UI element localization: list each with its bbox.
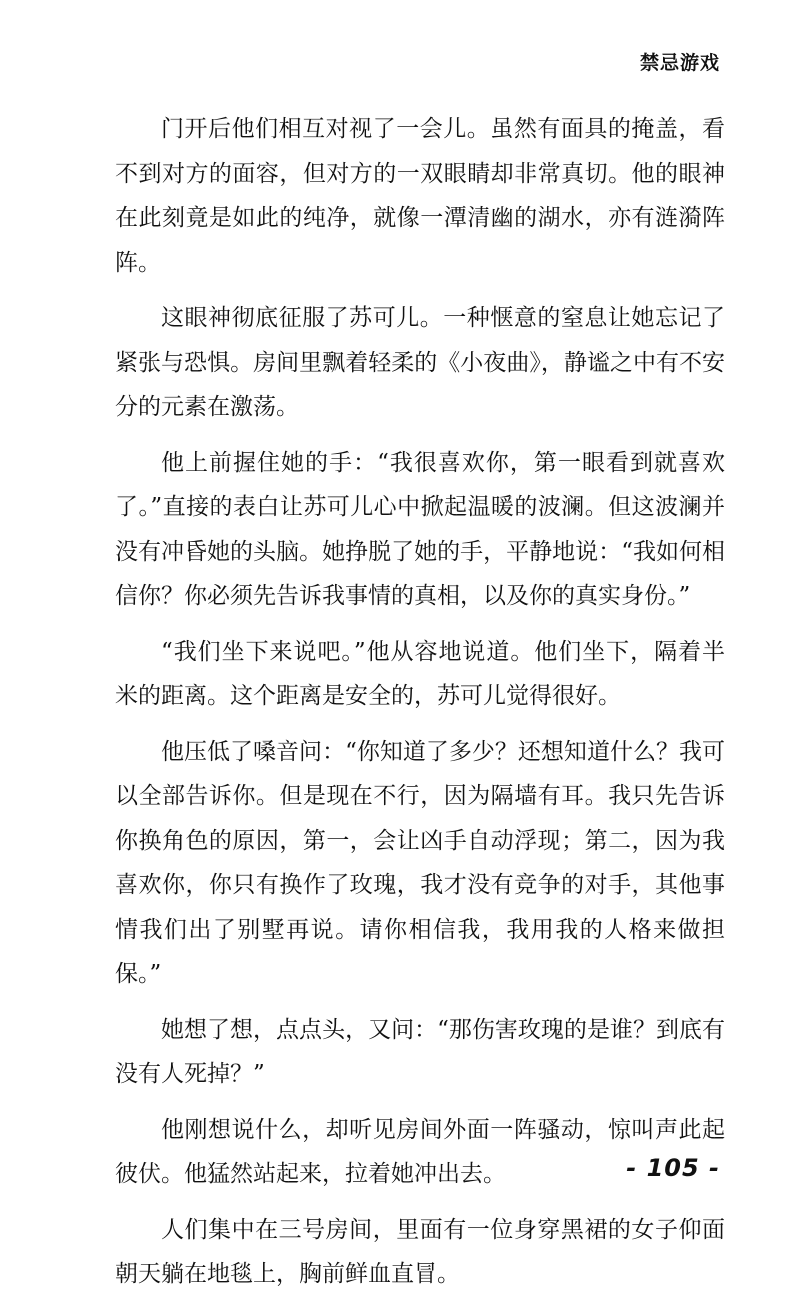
running-header-title: 禁忌游戏 — [639, 52, 720, 74]
body-text — [115, 107, 725, 1308]
paragraph-4: “我们坐下来说吧。”他从容地说道。他们坐下，隔着半米的距离。这个距离是安全的，苏可儿觉得很好。 — [115, 638, 725, 709]
paragraph-7: 他刚想说什么，却听见房间外面一阵骚动，惊叫声此起彼伏。他猛然站起来，拉着她冲出去。 — [115, 1116, 725, 1187]
paragraph-6: 她想了想，点点头，又问：“那伤害玫瑰的是谁？到底有没有人死掉？” — [115, 1016, 725, 1087]
paragraph-8: 人们集中在三号房间，里面有一位身穿黑裙的女子仰面朝天躺在地毯上，胸前鲜血直冒。 — [115, 1216, 725, 1287]
paragraph-2: 这眼神彻底征服了苏可儿。一种惬意的窒息让她忘记了紧张与恐惧。房间里飘着轻柔的《小夜曲》，静谧之中有不安分的元素在激荡。 — [115, 305, 725, 420]
paragraph-1: 门开后他们相互对视了一会儿。虽然有面具的掩盖，看不到对方的面容，但对方的一双眼睛却非常真切。他的眼神在此刻竟是如此的纯净，就像一潭清幽的湖水，亦有涟漪阵阵。 — [115, 116, 725, 276]
page-number: - 105 - — [626, 1154, 720, 1182]
paragraph-5: 他压低了嗓音问：“你知道了多少？还想知道什么？我可以全部告诉你。但是现在不行，因为隔墙有耳。我只先告诉你换角色的原因，第一，会让凶手自动浮现；第二，因为我喜欢你，你只有换作了玫瑰，我才没有竞争的对手，其他事情我们出了别墅再说。请你相信我，我用我的人格来做担保。” — [115, 738, 725, 987]
paragraph-3: 他上前握住她的手：“我很喜欢你，第一眼看到就喜欢了。”直接的表白让苏可儿心中掀起温暖的波澜。但这波澜并没有冲昏她的头脑。她挣脱了她的手，平静地说：“我如何相信你？你必须先告诉我事情的真相，以及你的真实身份。” — [115, 449, 725, 609]
